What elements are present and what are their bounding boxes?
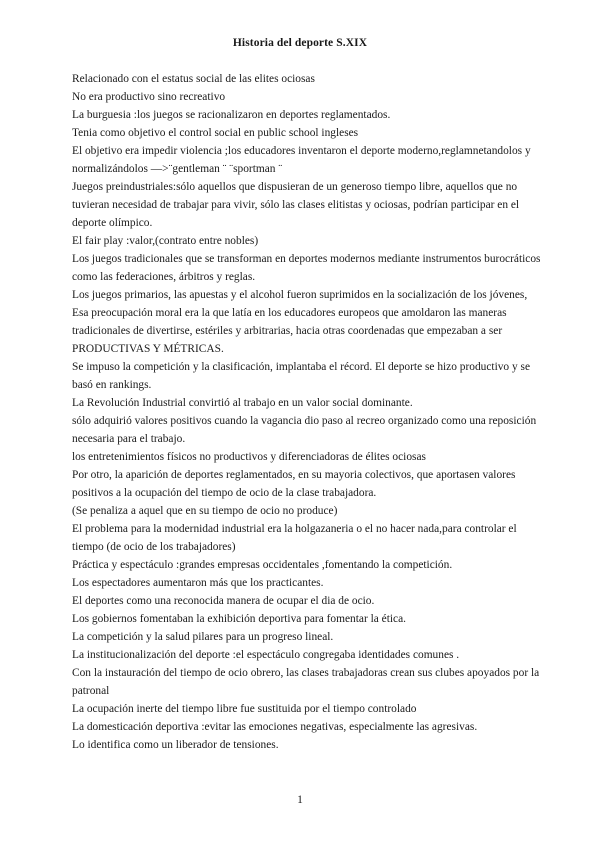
- paragraph: La ocupación inerte del tiempo libre fue sustituida por el tiempo controlado: [72, 703, 417, 715]
- paragraph: Los gobiernos fomentaban la exhibición deportiva para fomentar la ética.: [72, 613, 406, 625]
- paragraph: Se impuso la competición y la clasificación, implantaba el récord. El deporte se hizo productivo y se basó en rankings.: [72, 361, 531, 391]
- paragraph: Por otro, la aparición de deportes reglamentados, en su mayoria colectivos, que aportasen valores positivos a la ocupación del tiempo de ocio de la clase trabajadora.: [72, 469, 516, 499]
- paragraph: Juegos preindustriales:sólo aquellos que dispusieran de un generoso tiempo libre, aquellos que no tuvieran necesidad de trabajar para vivir, sólo las clases elitistas y ociosas, podrían participar en el deporte olímpico.: [72, 181, 520, 229]
- paragraph: Tenia como objetivo el control social en public school ingleses: [72, 127, 359, 139]
- paragraph: El deportes como una reconocida manera de ocupar el dia de ocio.: [72, 595, 375, 607]
- paragraph: Lo identifica como un liberador de tensiones.: [72, 739, 279, 751]
- paragraph: Los juegos primarios, las apuestas y el alcohol fueron suprimidos en la socialización de los jóvenes,: [72, 289, 528, 301]
- paragraph: Relacionado con el estatus social de las elites ociosas: [72, 73, 315, 85]
- paragraph: Práctica y espectáculo :grandes empresas occidentales ,fomentando la competición.: [72, 559, 453, 571]
- paragraph: El objetivo era impedir violencia ;los educadores inventaron el deporte moderno,reglamnetandolos y normalizándolos —>¨gentleman ¨ ¨sportman ¨: [72, 145, 531, 175]
- page-number: 1: [297, 794, 303, 806]
- paragraph: La Revolución Industrial convirtió al trabajo en un valor social dominante.: [72, 397, 413, 409]
- paragraph: Con la instauración del tiempo de ocio obrero, las clases trabajadoras crean sus clubes apoyados por la patronal: [72, 667, 540, 697]
- paragraph: sólo adquirió valores positivos cuando la vagancia dio paso al recreo organizado como una reposición necesaria para el trabajo.: [72, 415, 537, 445]
- paragraph: Los espectadores aumentaron más que los practicantes.: [72, 577, 324, 589]
- paragraph: (Se penaliza a aquel que en su tiempo de ocio no produce): [72, 505, 338, 517]
- paragraph: No era productivo sino recreativo: [72, 91, 226, 103]
- paragraph: La competición y la salud pilares para un progreso lineal.: [72, 631, 334, 643]
- paragraph: Los juegos tradicionales que se transforman en deportes modernos mediante instrumentos burocráticos como las federaciones, árbitros y reglas.: [72, 253, 541, 283]
- paragraph: El problema para la modernidad industrial era la holgazaneria o el no hacer nada,para controlar el tiempo (de ocio de los trabajadores): [72, 523, 517, 553]
- document-body: [72, 70, 542, 754]
- paragraph: los entretenimientos físicos no productivos y diferenciadoras de élites ociosas: [72, 451, 426, 463]
- paragraph: La burguesia :los juegos se racionalizaron en deportes reglamentados.: [72, 109, 391, 121]
- paragraph: Esa preocupación moral era la que latía en los educadores europeos que amoldaron las maneras tradicionales de divertirse, estériles y arbitrarias, hacia otras coordenadas que empezaban a ser PRODUCTIVAS Y MÉTRICAS.: [72, 307, 507, 355]
- paragraph: La domesticación deportiva :evitar las emociones negativas, especialmente las agresivas.: [72, 721, 478, 733]
- paragraph: El fair play :valor,(contrato entre nobles): [72, 235, 259, 247]
- paragraph: La institucionalización del deporte :el espectáculo congregaba identidades comunes .: [72, 649, 460, 661]
- document-title: Historia del deporte S.XIX: [232, 37, 368, 49]
